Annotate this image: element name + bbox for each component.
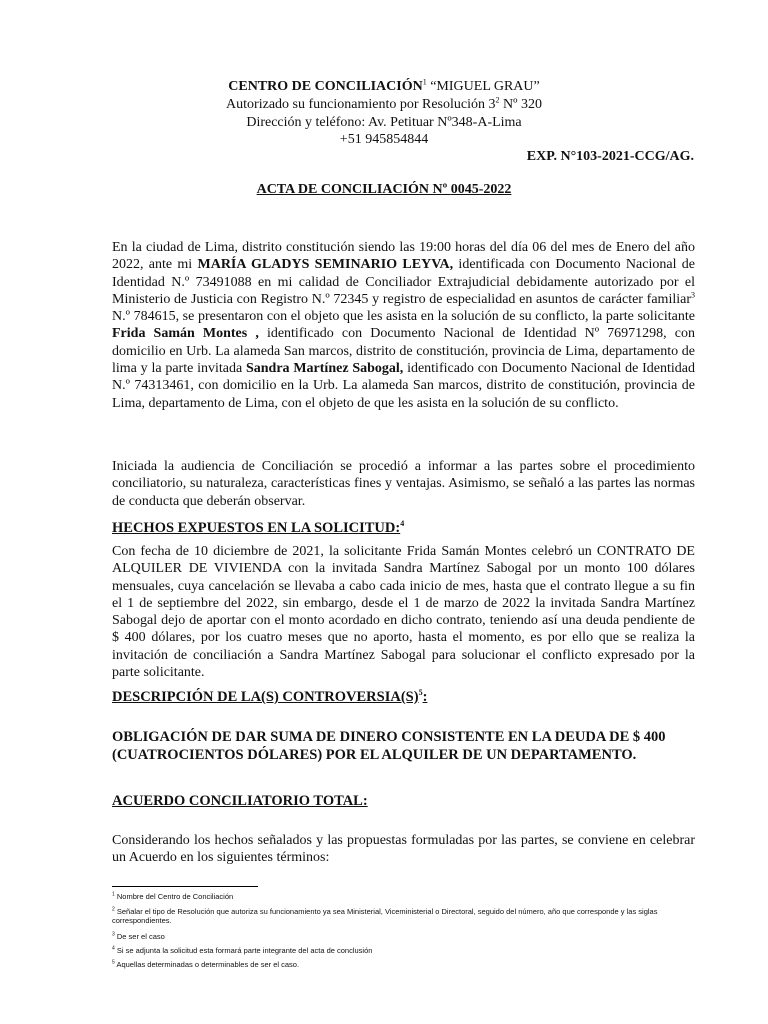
expediente-number: EXP. N°103-2021-CCG/AG. xyxy=(526,149,694,164)
footnote-3-number: 3 xyxy=(112,931,115,938)
controversy-heading-colon: : xyxy=(422,689,428,705)
footnote-ref-1: 1 xyxy=(422,77,427,87)
footnote-4-text: Si se adjunta la solicitud esta formará parte integrante del acta de conclusión xyxy=(116,946,373,955)
agreement-paragraph: Considerando los hechos señalados y las propuestas formuladas por las partes, se conviene en celebrar un Acuerdo en los siguientes términos: xyxy=(112,833,695,866)
facts-heading xyxy=(112,520,404,537)
footnote-2-text: Señalar el tipo de Resolución que autoriza su funcionamiento ya sea Ministerial, Viceministerial o Directoral, seguido del número, año que corresponde y las siglas correspondientes. xyxy=(112,907,658,925)
controversy-heading-text: DESCRIPCIÓN DE LA(S) CONTROVERSIA(S) xyxy=(112,689,419,705)
footnote-ref-2: 2 xyxy=(495,95,500,105)
agreement-heading: ACUERDO CONCILIATORIO TOTAL: xyxy=(112,793,368,809)
intro-text-2: identificada con Documento Nacional de Identidad N.º 73491088 en mi calidad de Conciliador Extrajudicial debidamente autorizado por el Ministerio de Justicia con Registro N.º 72345 y registro de especialidad en asuntos de carácter familiar xyxy=(112,257,695,307)
footnote-1-text: Nombre del Centro de Conciliación xyxy=(116,892,234,901)
phone-line: +51 945854844 xyxy=(339,132,429,147)
authorization-number: Nº 320 xyxy=(499,97,542,112)
applicant-name: Frida Samán Montes , xyxy=(112,326,259,342)
intro-text-1: En la ciudad de Lima, distrito constitución siendo las 19:00 horas del día 06 del mes de Enero del año 2022, ante mi xyxy=(112,240,695,273)
intro-text-3: N.º 784615, se presentaron con el objeto que les asista en la solución de su conflicto, la parte solicitante xyxy=(112,309,695,325)
footnote-5 xyxy=(112,960,712,969)
title-number: 0045-2022 xyxy=(450,182,512,197)
document-title xyxy=(0,181,768,199)
footnote-3 xyxy=(112,932,712,941)
controversy-text: OBLIGACIÓN DE DAR SUMA DE DINERO CONSISTENTE EN LA DEUDA DE $ 400 (CUATROCIENTOS DÓLARES) POR EL ALQUILER DE UN DEPARTAMENTO. xyxy=(112,729,666,763)
intro-paragraph xyxy=(112,239,695,412)
footnote-2 xyxy=(112,907,712,925)
intro-text-5: identificado con Documento Nacional de Identidad N.º 74313461, con domicilio en la Urb. La alameda San marcos, distrito de constitución, provincia de Lima, departamento de Lima, con el objeto de que les asista en la solución de su conflicto. xyxy=(112,361,695,411)
footnote-ref-4: 4 xyxy=(400,519,405,529)
footnote-ref-3: 3 xyxy=(691,290,695,300)
facts-paragraph: Con fecha de 10 diciembre de 2021, la solicitante Frida Samán Montes celebró un CONTRATO DE ALQUILER DE VIVIENDA con la invitada Sandra Martínez Sabogal por un monto 100 dólares mensuales, cuya cancelación se llevaba a cabo cada inicio de mes, hasta que el contrato llegue a su fin el 1 de septiembre del 2022, sin embargo, desde el 1 de marzo de 2022 la invitada Sandra Martínez Sabogal dejo de aportar con el monto acordado en dicho contrato, teniendo así una deuda pendiente de $ 400 dólares, por los cuatro meses que no aporto, hasta el momento, es por ello que se realiza la invitación de conciliación a Sandra Martínez Sabogal para solucionar el conflicto expresado por la parte solicitante. xyxy=(112,544,695,681)
controversy-heading xyxy=(112,689,427,706)
footnote-1-number: 1 xyxy=(112,891,115,898)
footnote-4 xyxy=(112,946,712,955)
center-name: CENTRO DE CONCILIACIÓN xyxy=(228,79,423,94)
facts-heading-text: HECHOS EXPUESTOS EN LA SOLICITUD: xyxy=(112,520,401,536)
footnote-5-text: Aquellas determinadas o determinables de ser el caso. xyxy=(116,960,300,969)
center-quote: “MIGUEL GRAU” xyxy=(426,79,540,94)
authorization-text: Autorizado su funcionamiento por Resolución 3 xyxy=(226,97,496,112)
invited-name: Sandra Martínez Sabogal, xyxy=(245,361,404,377)
hearing-paragraph: Iniciada la audiencia de Conciliación se procedió a informar a las partes sobre el procedimiento conciliatorio, su naturaleza, características fines y ventajas. Asimismo, se señaló a las partes las normas de conducta que deberán observar. xyxy=(112,459,695,509)
conciliator-name: MARÍA GLADYS SEMINARIO LEYVA, xyxy=(197,257,454,273)
footnote-2-number: 2 xyxy=(112,906,115,913)
authorization-line xyxy=(0,96,768,114)
footnote-5-number: 5 xyxy=(112,959,115,966)
address-line: Dirección y teléfono: Av. Petituar Nº348-A-Lima xyxy=(246,115,522,130)
footnote-separator xyxy=(112,886,258,887)
footnote-1 xyxy=(112,892,712,901)
center-name-line xyxy=(0,78,768,96)
intro-text-4: identificado con Documento Nacional de Identidad Nº 76971298, con domicilio en Urb. La alameda San marcos, distrito de constitución, provincia de Lima, departamento de lima y la parte invitada xyxy=(112,326,695,377)
footnote-4-number: 4 xyxy=(112,945,115,952)
footnote-ref-5: 5 xyxy=(418,688,423,698)
title-prefix: ACTA DE CONCILIACIÓN Nº xyxy=(256,182,451,197)
footnote-3-text: De ser el caso xyxy=(116,932,165,941)
